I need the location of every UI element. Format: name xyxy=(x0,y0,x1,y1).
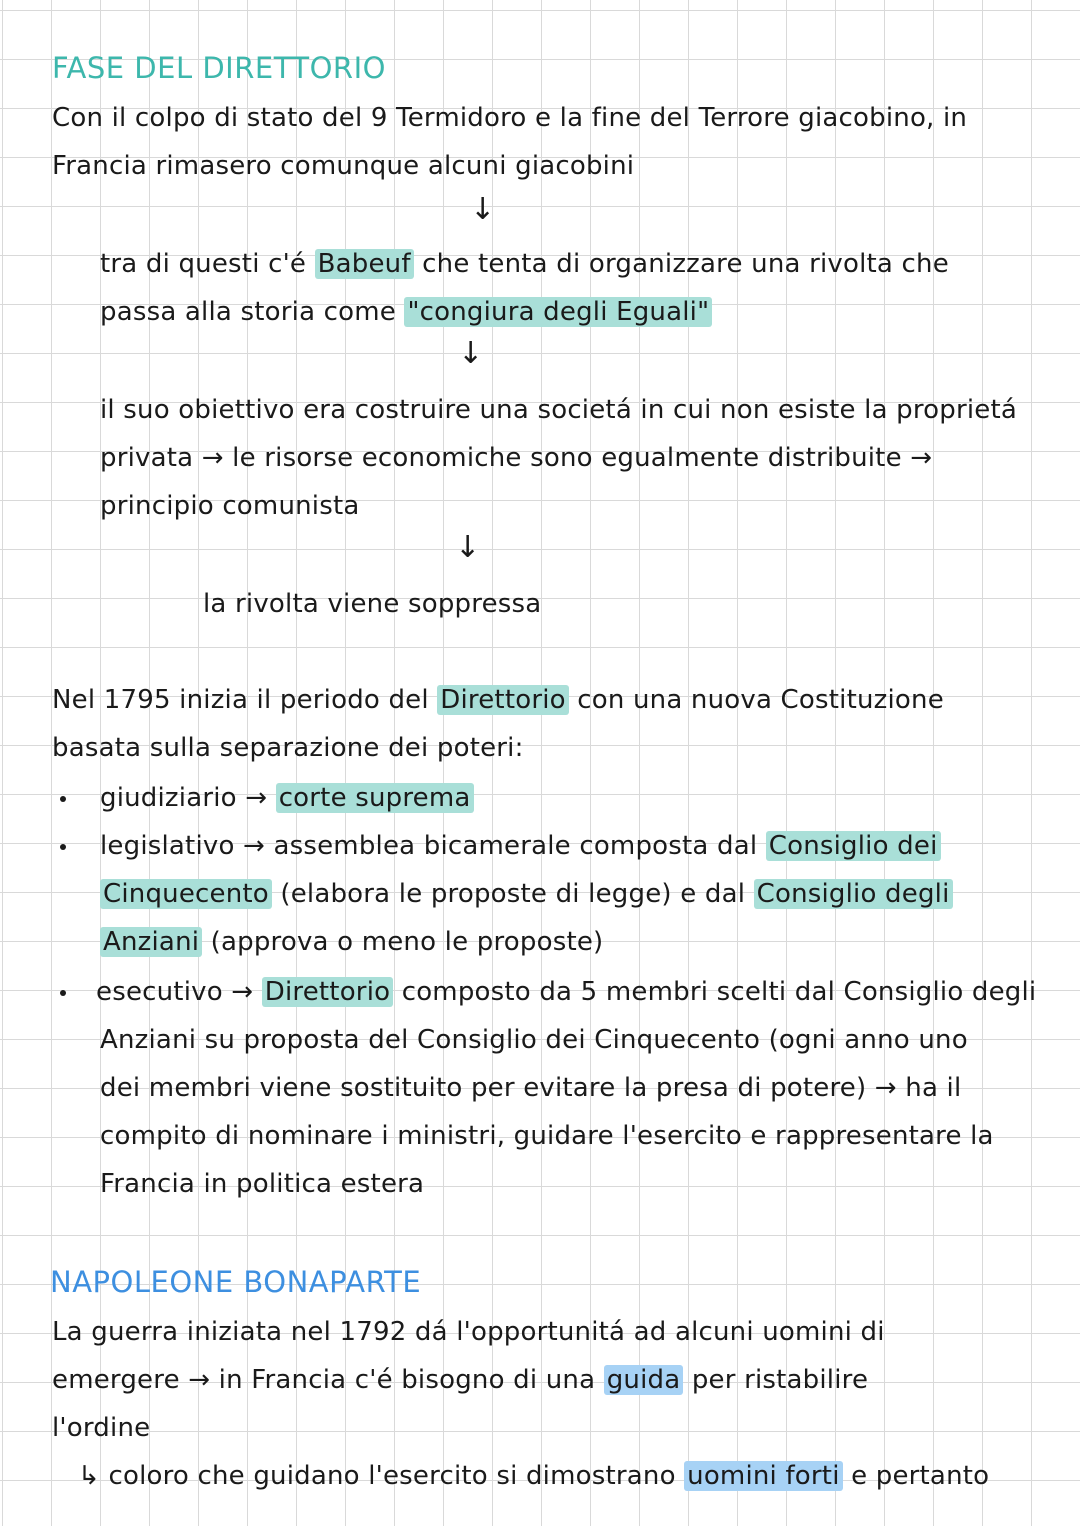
highlight-guida: guida xyxy=(604,1365,684,1395)
direttorio-line-1 xyxy=(52,680,944,720)
intro-line-2: Francia rimasero comunque alcuni giacobini xyxy=(52,151,635,181)
text-segment: passa alla storia come xyxy=(100,297,405,327)
power-executive-line-1 xyxy=(96,972,1036,1012)
text-segment: che tenta di organizzare una rivolta che xyxy=(413,249,949,279)
napoleone-line-3: l'ordine xyxy=(52,1413,151,1443)
napoleone-sub-line xyxy=(78,1456,989,1496)
power-judicial xyxy=(100,778,474,818)
bullet-icon xyxy=(60,796,66,802)
sub-arrow-icon: ↳ xyxy=(78,1461,100,1491)
text-segment: esecutivo → xyxy=(96,977,262,1007)
text-segment: emergere → in Francia c'é bisogno di una xyxy=(52,1365,604,1395)
text-segment: giudiziario → xyxy=(100,783,276,813)
text-segment: (elabora le proposte di legge) e dal xyxy=(271,879,754,909)
revolt-suppressed: la rivolta viene soppressa xyxy=(203,589,542,619)
babeuf-line-1 xyxy=(100,244,949,284)
napoleone-line-2 xyxy=(52,1360,868,1400)
power-executive-line-3: dei membri viene sostituito per evitare la presa di potere) → ha il xyxy=(100,1073,962,1103)
text-segment: con una nuova Costituzione xyxy=(568,685,944,715)
text-segment: tra di questi c'é xyxy=(100,249,315,279)
intro-line-1: Con il colpo di stato del 9 Termidoro e la fine del Terrore giacobino, in xyxy=(52,103,968,133)
text-segment: coloro che guidano l'esercito si dimostrano xyxy=(108,1461,685,1491)
text-segment: composto da 5 membri scelti dal Consiglio degli xyxy=(393,977,1037,1007)
objective-line-2: privata → le risorse economiche sono egualmente distribuite → xyxy=(100,443,933,473)
napoleone-line-1: La guerra iniziata nel 1792 dá l'opportunitá ad alcuni uomini di xyxy=(52,1317,885,1347)
power-legislative-line-1 xyxy=(100,826,941,866)
babeuf-line-2 xyxy=(100,292,712,332)
highlight-direttorio-2: Direttorio xyxy=(262,977,393,1007)
down-arrow-icon: ↓ xyxy=(470,192,496,227)
highlight-corte-suprema: corte suprema xyxy=(276,783,474,813)
highlight-babeuf: Babeuf xyxy=(315,249,414,279)
text-segment: e pertanto xyxy=(842,1461,990,1491)
highlight-uomini-forti: uomini forti xyxy=(684,1461,842,1491)
text-segment: (approva o meno le proposte) xyxy=(202,927,604,957)
highlight-cinquecento: Cinquecento xyxy=(100,879,272,909)
down-arrow-icon: ↓ xyxy=(455,530,481,565)
text-segment: Nel 1795 inizia il periodo del xyxy=(52,685,438,715)
highlight-anziani: Anziani xyxy=(100,927,202,957)
power-legislative-line-3 xyxy=(100,922,603,962)
highlight-consiglio-dei: Consiglio dei xyxy=(766,831,941,861)
power-legislative-line-2 xyxy=(100,874,953,914)
power-executive-line-2: Anziani su proposta del Consiglio dei Cinquecento (ogni anno uno xyxy=(100,1025,968,1055)
text-segment: per ristabilire xyxy=(683,1365,869,1395)
bullet-icon xyxy=(60,844,66,850)
objective-line-1: il suo obiettivo era costruire una societá in cui non esiste la proprietá xyxy=(100,395,1018,425)
section-title-napoleone: NAPOLEONE BONAPARTE xyxy=(50,1265,422,1299)
power-executive-line-4: compito di nominare i ministri, guidare l'esercito e rappresentare la xyxy=(100,1121,994,1151)
down-arrow-icon: ↓ xyxy=(458,336,484,371)
text-segment: legislativo → assemblea bicamerale composta dal xyxy=(100,831,766,861)
highlight-congiura: "congiura degli Eguali" xyxy=(404,297,712,327)
highlight-consiglio-degli: Consiglio degli xyxy=(754,879,953,909)
objective-line-3: principio comunista xyxy=(100,491,360,521)
power-executive-line-5: Francia in politica estera xyxy=(100,1169,425,1199)
highlight-direttorio: Direttorio xyxy=(437,685,568,715)
section-title-direttorio: FASE DEL DIRETTORIO xyxy=(52,51,386,85)
bullet-icon xyxy=(60,990,66,996)
direttorio-line-2: basata sulla separazione dei poteri: xyxy=(52,733,524,763)
